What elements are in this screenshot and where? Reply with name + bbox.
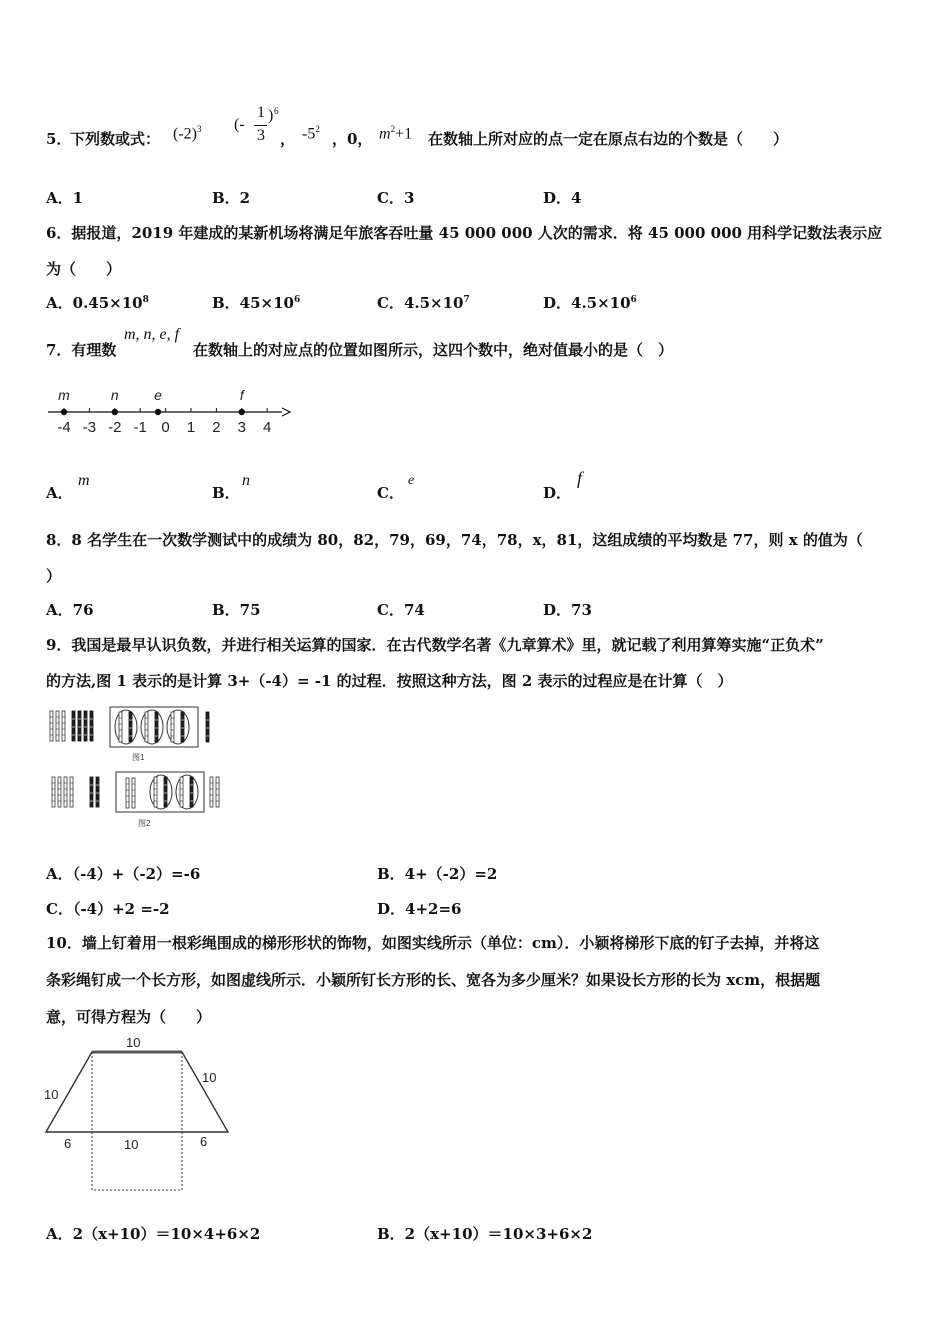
q5-option-c[interactable]: C．3 xyxy=(377,189,415,207)
q5-expr4 xyxy=(379,124,412,143)
q7-option-a-label: A． xyxy=(46,484,73,502)
tick-label: 4 xyxy=(263,419,272,436)
q9-figure-1 xyxy=(46,705,226,765)
q5-expr3-base: -5 xyxy=(302,125,316,143)
point-label-f: f xyxy=(239,387,244,403)
q8-option-a[interactable]: A．76 xyxy=(46,601,94,619)
q6-line2: 为（ ） xyxy=(46,260,122,278)
q7-option-b-value: n xyxy=(242,472,250,489)
tick-label: -2 xyxy=(108,419,122,436)
point-m xyxy=(61,409,67,415)
q6-option-d[interactable] xyxy=(543,292,637,313)
tick-label: -3 xyxy=(82,419,97,436)
point-label-m: m xyxy=(58,387,70,403)
fig2-left-rods xyxy=(52,777,99,807)
tick-label: 1 xyxy=(186,419,196,436)
q10-option-b[interactable]: B．2（x+10）＝10×3+6×2 xyxy=(377,1225,593,1243)
q9-option-c[interactable]: C．（-4）+2 =-2 xyxy=(46,900,170,918)
q5-tail: 在数轴上所对应的点一定在原点右边的个数是（ ） xyxy=(428,130,789,148)
label-bottom-left: 6 xyxy=(64,1136,72,1151)
point-e xyxy=(155,409,161,415)
label-bottom-mid: 10 xyxy=(124,1137,139,1152)
q10-line1: 10．墙上钉着用一根彩绳围成的梯形形状的饰物，如图实线所示（单位：cm）．小颖将梯形下底的钉子去掉，并将这 xyxy=(46,934,820,952)
q9-figure-2 xyxy=(46,768,226,830)
q6-option-c-base: C．4.5×10 xyxy=(377,294,464,312)
fig1-left-rods xyxy=(50,711,93,741)
q5-expr2-pre: (- xyxy=(234,116,245,133)
fig2-caption: 图2 xyxy=(138,819,151,828)
point-f xyxy=(239,409,245,415)
label-left-side: 10 xyxy=(44,1087,59,1102)
rectangle-dashed-outline xyxy=(92,1052,182,1190)
q6-option-c-exp: 7 xyxy=(463,295,470,305)
q6-option-c[interactable] xyxy=(377,292,470,313)
q5-option-a[interactable]: A．1 xyxy=(46,189,84,207)
q9-option-a[interactable]: A．（-4）+（-2）=-6 xyxy=(46,865,201,883)
q6-line1: 6．据报道，2019 年建成的某新机场将满足年旅客吞吐量 45 000 000 人次的需求．将 45 000 000 用科学记数法表示应 xyxy=(46,224,883,242)
q9-line1: 9．我国是最早认识负数，并进行相关运算的国家．在古代数学名著《九章算术》里，就记载了利用算筹实施“正负术” xyxy=(46,636,824,654)
q5-expr3-exp: 2 xyxy=(315,124,320,134)
q6-option-d-base: D．4.5×10 xyxy=(543,294,631,312)
q7-option-d-label: D． xyxy=(543,484,572,502)
point-label-n: n xyxy=(110,387,119,403)
label-bottom-right: 6 xyxy=(200,1134,208,1149)
q6-option-a-exp: 8 xyxy=(142,295,149,305)
q6-option-b[interactable] xyxy=(212,292,300,313)
tick-label: 2 xyxy=(212,419,221,436)
q5-expr3 xyxy=(302,124,320,143)
q5-number: 5． xyxy=(46,130,72,148)
q8-line1: 8．8 名学生在一次数学测试中的成绩为 80，82，79，69，74，78，x，81，这组成绩的平均数是 77，则 x 的值为（ xyxy=(46,531,863,549)
q7-vars: m, n, e, f xyxy=(124,326,180,343)
tick-label: 0 xyxy=(161,419,170,436)
q5-option-b[interactable]: B．2 xyxy=(212,189,251,207)
q6-option-b-base: B．45×10 xyxy=(212,294,294,312)
q9-line2: 的方法,图 1 表示的是计算 3+（-4）= -1 的过程．按照这种方法，图 2 表示的过程应是在计算（ ） xyxy=(46,672,733,690)
point-label-e: e xyxy=(154,387,162,403)
q7-tail: 在数轴上的对应点的位置如图所示，这四个数中，绝对值最小的是（ ） xyxy=(193,341,674,359)
label-right-side: 10 xyxy=(202,1070,217,1085)
q5-lead: 下列数或式： xyxy=(70,130,161,148)
q10-line2: 条彩绳钉成一个长方形，如图虚线所示．小颖所钉长方形的长、宽各为多少厘米？如果设长方形的长为 xcm，根据题 xyxy=(46,971,821,989)
q5-expr2-exp: 6 xyxy=(274,106,279,116)
label-top: 10 xyxy=(126,1035,141,1050)
q6-option-a[interactable] xyxy=(46,292,149,313)
q5-expr1-base: (-2) xyxy=(173,125,197,143)
q5-expr4-rest: +1 xyxy=(395,125,413,143)
q6-option-b-exp: 6 xyxy=(294,295,301,305)
q5-expr4-exp: 2 xyxy=(390,124,396,134)
q7-number-line xyxy=(44,382,294,438)
q7-option-a-value: m xyxy=(78,472,90,489)
q5-fraction-bar xyxy=(254,125,267,126)
q8-option-d[interactable]: D．73 xyxy=(543,601,592,619)
fig2-right-rods xyxy=(210,777,219,807)
q7-option-c-label: C． xyxy=(377,484,404,502)
q10-option-a[interactable]: A．2（x+10）＝10×4+6×2 xyxy=(46,1225,261,1243)
q5-expr4-var: m xyxy=(379,125,391,143)
trapezoid-solid-outline xyxy=(46,1052,228,1132)
fig1-paired-rods xyxy=(115,710,189,744)
q5-option-d[interactable]: D．4 xyxy=(543,189,582,207)
q5-sep1: ， xyxy=(280,130,296,148)
q6-option-a-base: A．0.45×10 xyxy=(46,294,143,312)
q9-option-b[interactable]: B．4+（-2）=2 xyxy=(377,865,498,883)
q5-expr1 xyxy=(173,124,201,143)
q5-expr2-post: ) xyxy=(268,107,274,124)
number-line-arrowhead xyxy=(282,408,290,416)
q7-option-b-label: B． xyxy=(212,484,240,502)
q7-option-b[interactable] xyxy=(212,482,240,503)
q7-option-a[interactable] xyxy=(46,482,73,503)
q5-expr2-den: 3 xyxy=(257,127,265,144)
tick-label: -1 xyxy=(133,419,147,436)
q7-option-c-value: e xyxy=(408,473,415,488)
q8-line2: ） xyxy=(46,567,62,585)
q5-expr2-num: 1 xyxy=(257,104,265,121)
q5-sep2: ，0， xyxy=(332,130,373,148)
q10-line3: 意，可得方程为（ ） xyxy=(46,1008,212,1026)
q7-option-d-value: f xyxy=(577,468,583,488)
q8-option-c[interactable]: C．74 xyxy=(377,601,425,619)
q6-option-d-exp: 6 xyxy=(630,295,637,305)
q5-expr1-exp: 3 xyxy=(196,124,202,134)
tick-label: 3 xyxy=(237,419,246,436)
fig2-rods xyxy=(126,775,198,809)
q7-option-c[interactable] xyxy=(377,482,404,503)
tick-label: -4 xyxy=(57,419,71,436)
q7-number: 7．有理数 xyxy=(46,341,117,359)
q9-option-d[interactable]: D．4+2=6 xyxy=(377,900,462,918)
fig1-caption: 图1 xyxy=(132,753,145,762)
q7-option-d[interactable] xyxy=(543,482,571,503)
point-n xyxy=(112,409,118,415)
fig1-remaining-rod xyxy=(206,712,209,742)
q8-option-b[interactable]: B．75 xyxy=(212,601,261,619)
q10-trapezoid-figure xyxy=(40,1030,240,1200)
